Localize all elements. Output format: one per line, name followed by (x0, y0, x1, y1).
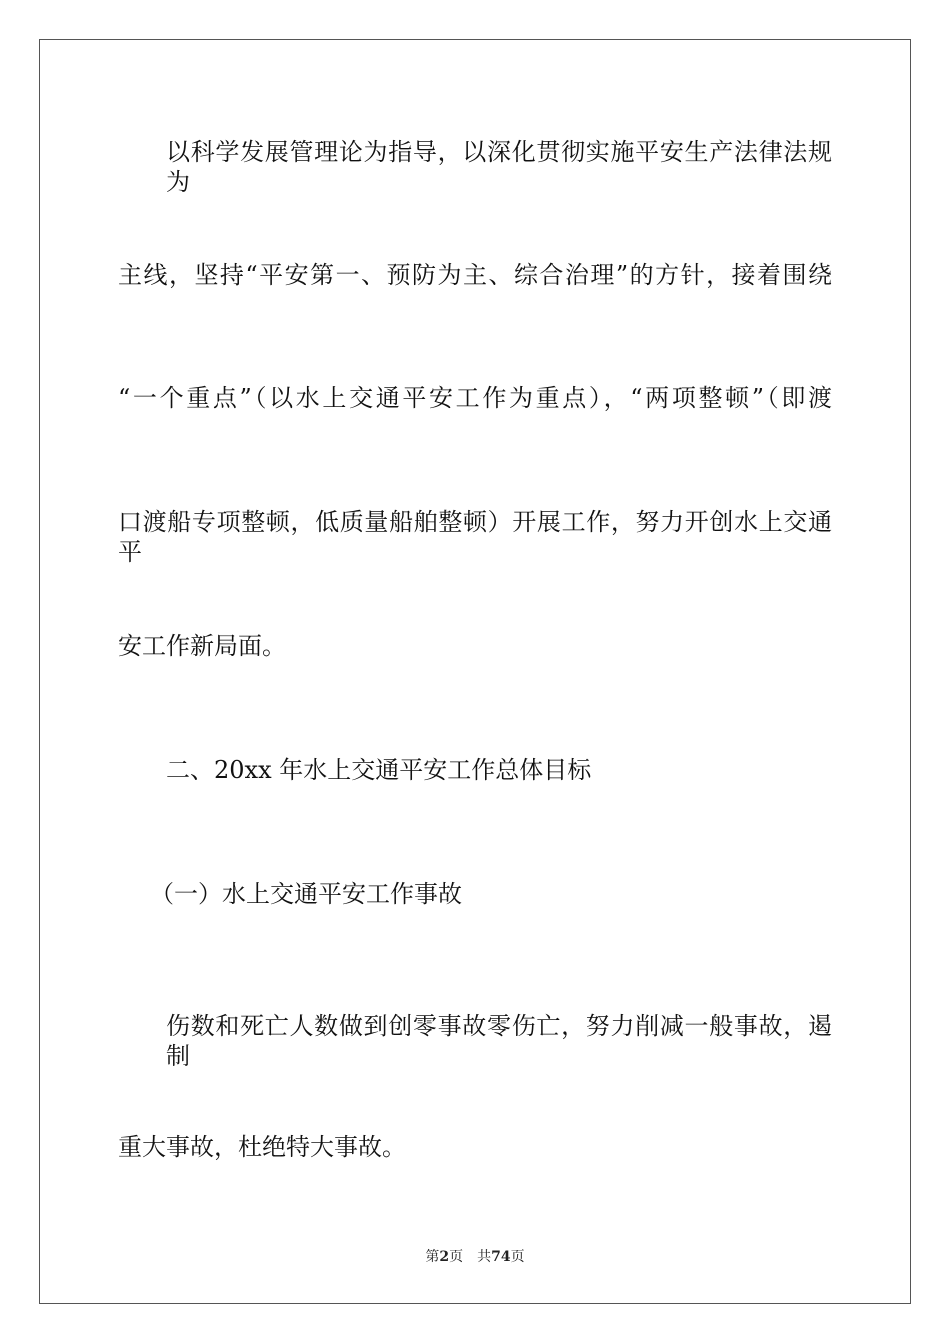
footer-total-suffix: 页 (510, 1249, 525, 1265)
paragraph-line-4: 口渡船专项整顿，低质量船舶整顿）开展工作，努力开创水上交通平 (118, 508, 832, 566)
section-heading: 二、20xx 年水上交通平安工作总体目标 (166, 756, 592, 784)
page-border (39, 39, 911, 1304)
footer-page-suffix: 页 (449, 1249, 464, 1265)
page-footer (0, 1248, 950, 1266)
paragraph-line-7: 重大事故，杜绝特大事故。 (118, 1133, 406, 1161)
footer-page-number: 2 (439, 1249, 450, 1265)
footer-total-prefix: 共 (477, 1249, 492, 1265)
paragraph-line-3: “一个重点”（以水上交通平安工作为重点），“两项整顿”（即渡 (118, 384, 832, 412)
subsection-heading: （一）水上交通平安工作事故 (150, 880, 462, 908)
paragraph-line-2: 主线，坚持“平安第一、预防为主、综合治理”的方针，接着围绕 (118, 261, 832, 289)
paragraph-line-6: 伤数和死亡人数做到创零事故零伤亡，努力削减一般事故，遏制 (166, 1012, 832, 1070)
paragraph-line-5: 安工作新局面。 (118, 632, 286, 660)
footer-page-prefix: 第 (425, 1249, 440, 1265)
footer-total-number: 74 (491, 1249, 511, 1265)
paragraph-line-1: 以科学发展管理论为指导，以深化贯彻实施平安生产法律法规为 (166, 138, 832, 196)
